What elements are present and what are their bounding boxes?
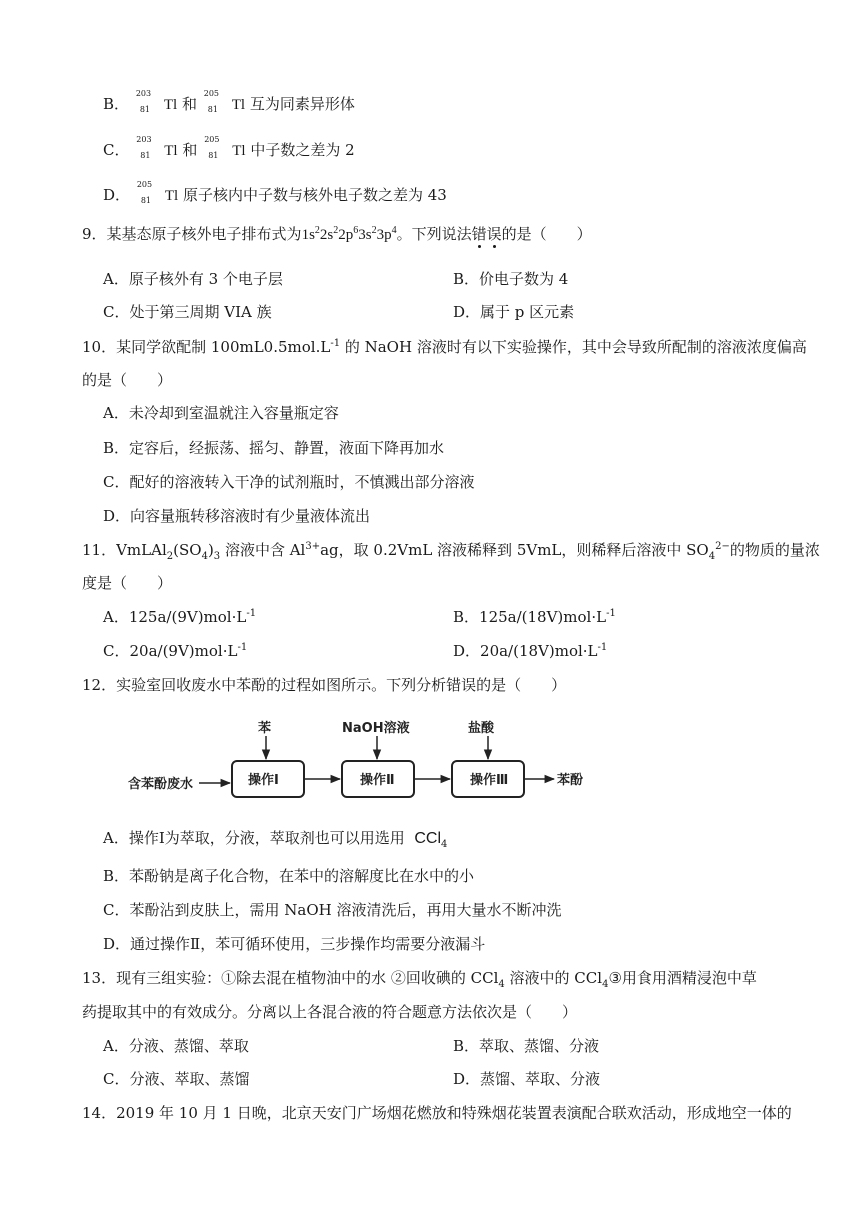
electron-configuration: $1s^22s^22p^63s^23p^4$ — [301, 225, 397, 243]
q13-option-a: A．分液、蒸馏、萃取 — [103, 1037, 249, 1055]
q10-option-a: A．未冷却到室温就注入容量瓶定容 — [103, 404, 339, 422]
q8-option-b: B． 203 81 Tl 和 205 81 Tl 互为同素异形体 — [103, 89, 355, 114]
q9-option-d: D．属于 p 区元素 — [453, 303, 575, 321]
q10-option-b: B．定容后，经振荡、摇匀、静置，液面下降再加水 — [103, 439, 445, 457]
nuclide-symbol: 205 81 — [203, 89, 220, 114]
q12-stem: 12．实验室回收废水中苯酚的过程如图所示。下列分析错误的是（ ） — [82, 676, 567, 694]
q13-stem-line1: 13．现有三组实验：①除去混在植物油中的水 ②回收碘的 CCl$_4$ 溶液中的 CCl$_4$③用食用酒精浸泡中草 — [82, 969, 757, 990]
q12-option-b: B．苯酚钠是离子化合物，在苯中的溶解度比在水中的小 — [103, 867, 475, 885]
q10-stem-line2: 的是（ ） — [82, 371, 173, 389]
q13-option-c: C．分液、萃取、蒸馏 — [103, 1070, 250, 1088]
q10-stem-line1: 10．某同学欲配制 $100mL0.5mol.L^{-1}$ 的 NaOH 溶液时有以下实验操作，其中会导致所配制的溶液浓度偏高 — [82, 338, 807, 356]
flow-reagent3-label: 盐酸 — [468, 721, 495, 736]
nuclide-symbol: 205 81 — [204, 135, 220, 160]
q11-option-a: A．$125a/(9V)mol\cdot L^{-1}$ — [103, 608, 257, 626]
flow-op3-label: 操作Ⅲ — [470, 773, 509, 788]
q12-option-a: A．操作Ⅰ为萃取，分液，萃取剂也可以用选用 CCl$_4$ — [103, 829, 448, 850]
q11-stem-line2: 度是（ ） — [82, 574, 173, 592]
q9-option-a: A．原子核外有 3 个电子层 — [103, 270, 283, 288]
q11-option-b: B．$125a/(18V)mol\cdot L^{-1}$ — [453, 608, 616, 626]
flow-op2-label: 操作Ⅱ — [360, 773, 395, 788]
q11-option-c: C．$20a/(9V)mol\cdot L^{-1}$ — [103, 642, 248, 660]
q10-option-c: C．配好的溶液转入干净的试剂瓶时，不慎溅出部分溶液 — [103, 473, 475, 491]
nuclide-symbol: 203 81 — [135, 89, 152, 114]
q8-option-d: D． 205 81 Tl 原子核内中子数与核外电子数之差为 43 — [103, 180, 447, 205]
q13-stem-line2: 药提取其中的有效成分。分离以上各混合液的符合题意方法依次是（ ） — [82, 1003, 578, 1021]
q11-option-d: D．$20a/(18V)mol\cdot L^{-1}$ — [453, 642, 608, 660]
q14-stem: 14．2019 年 10 月 1 日晚，北京天安门广场烟花燃放和特殊烟花装置表演配合联欢活动，形成地空一体的 — [82, 1104, 792, 1122]
q9-stem: 9．某基态原子核外电子排布式为$1s^22s^22p^63s^23p^4$。下列说法错误 的是（ ） — [82, 224, 592, 245]
q11-stem-line1: 11．$VmLAl_2(SO_4)_3$ 溶液中含 $Al^{3+}ag$，取 0.2VmL 溶液稀释到 5VmL，则稀释后溶液中 $SO_4^{2-}$的物质的量浓 — [82, 541, 820, 562]
q9-option-b: B．价电子数为 4 — [453, 270, 569, 288]
flow-output-label: 苯酚 — [557, 773, 584, 788]
nuclide-symbol: 205 81 — [136, 180, 153, 205]
q9-option-c: C．处于第三周期 VIA 族 — [103, 303, 272, 321]
nuclide-symbol: 203 81 — [136, 135, 152, 160]
flow-input-label: 含苯酚废水 — [128, 777, 194, 792]
flow-reagent2-label: NaOH溶液 — [342, 721, 410, 736]
q13-option-d: D．蒸馏、萃取、分液 — [453, 1070, 601, 1088]
q12-option-d: D．通过操作Ⅱ，苯可循环使用，三步操作均需要分液漏斗 — [103, 935, 486, 953]
phenol-recovery-flow-diagram — [120, 718, 600, 808]
q10-option-d: D．向容量瓶转移溶液时有少量液体流出 — [103, 507, 371, 525]
flow-reagent1-label: 苯 — [258, 721, 272, 736]
emphasis-text: 错误 — [472, 225, 502, 243]
q13-option-b: B．萃取、蒸馏、分液 — [453, 1037, 600, 1055]
q12-option-c: C．苯酚沾到皮肤上，需用 NaOH 溶液清洗后，再用大量水不断冲洗 — [103, 901, 562, 919]
flow-op1-label: 操作Ⅰ — [248, 773, 279, 788]
q8-option-c: C． 203 81 Tl 和 205 81 Tl 中子数之差为 2 — [103, 135, 355, 160]
